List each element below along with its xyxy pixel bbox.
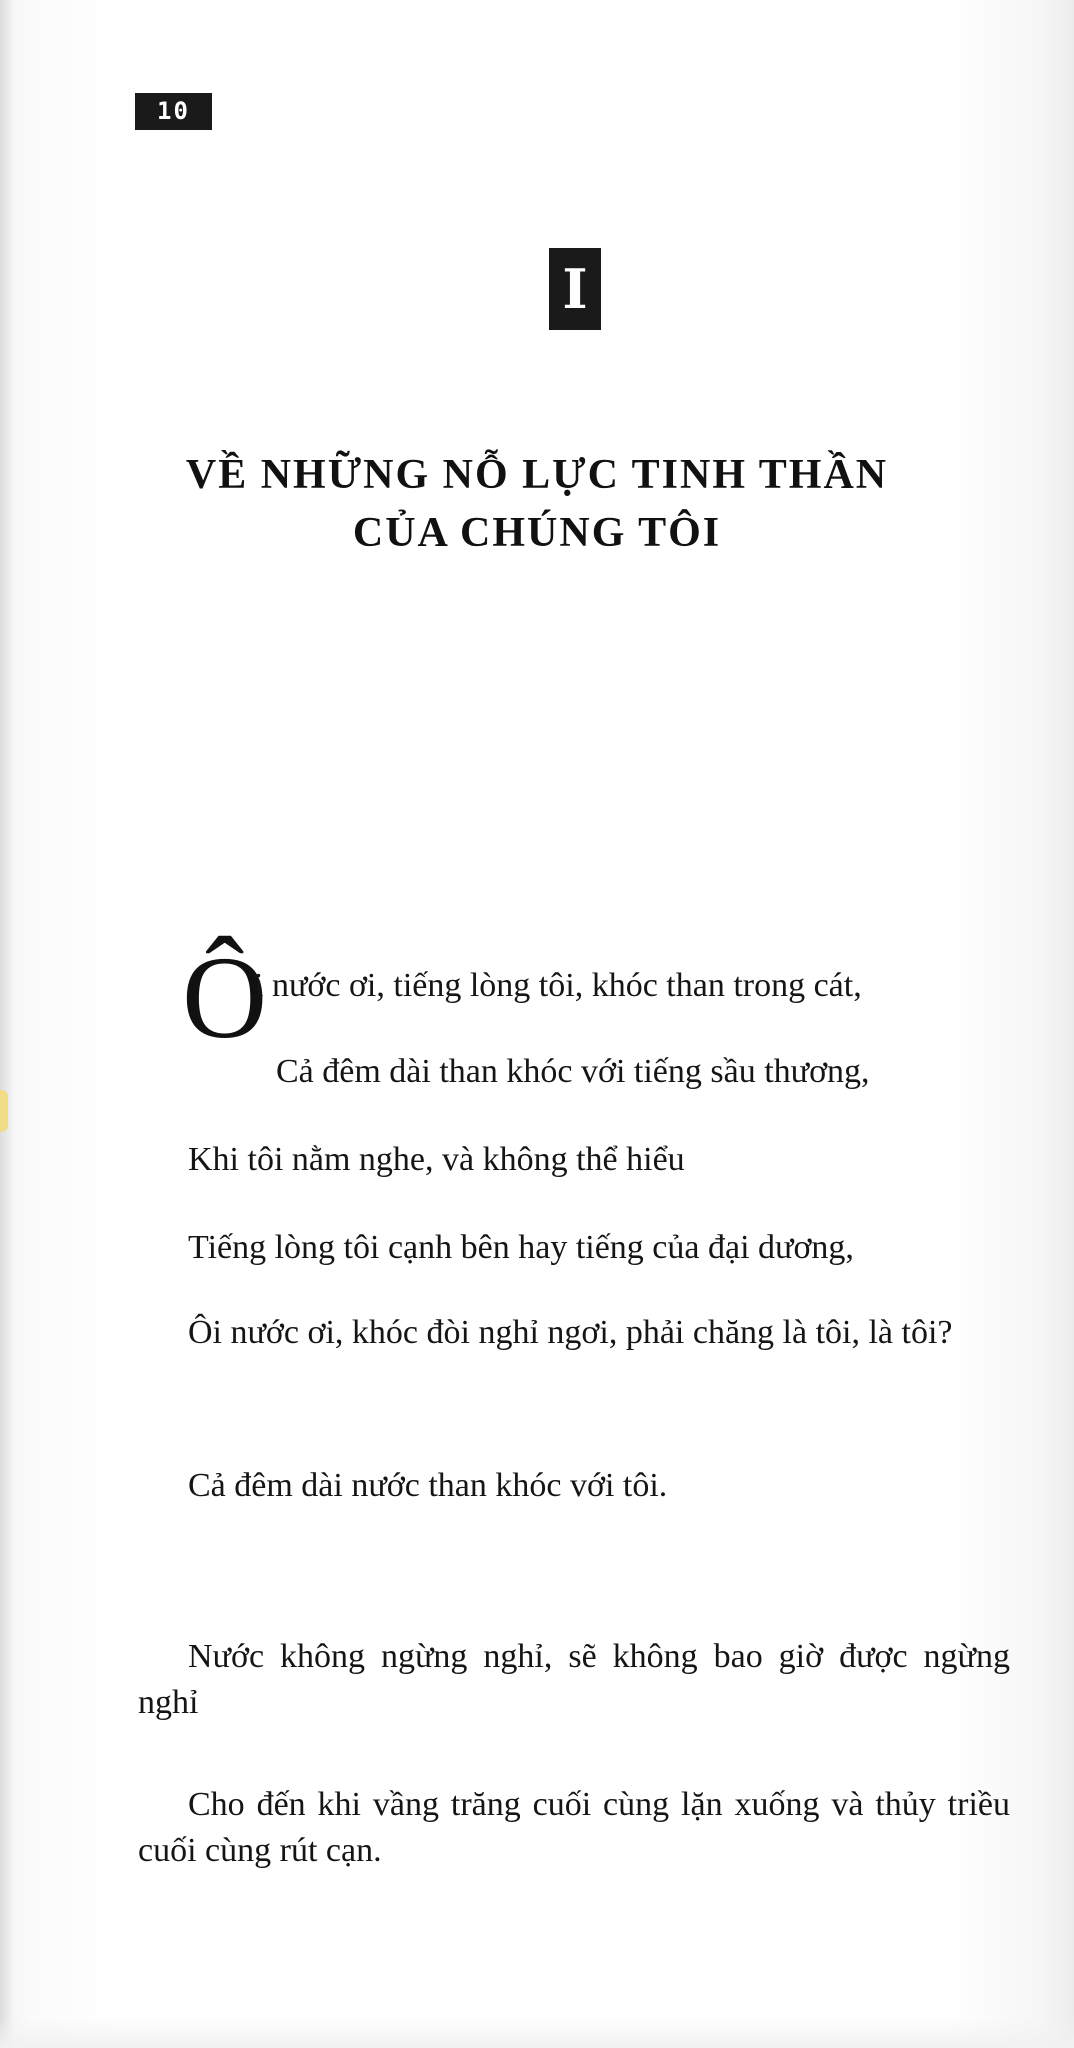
chapter-title-line-1: VỀ NHỮNG NỖ LỰC TINH THẦN bbox=[185, 452, 889, 498]
drop-cap: Ô bbox=[182, 932, 268, 1063]
page-edge-tab bbox=[0, 1090, 8, 1132]
poem-line-2: Cả đêm dài than khóc với tiếng sầu thương, bbox=[276, 1053, 870, 1090]
page-gutter-shadow bbox=[0, 0, 14, 2048]
poem-line-5: Ôi nước ơi, khóc đòi nghỉ ngơi, phải chăng là tôi, là tôi? bbox=[188, 1314, 953, 1351]
page-number: 10 bbox=[135, 93, 212, 130]
poem-line-7: Nước không ngừng nghỉ, sẽ không bao giờ được ngừng nghỉ bbox=[138, 1638, 1010, 1721]
chapter-number-box: I bbox=[549, 248, 601, 330]
page-bottom-shadow bbox=[0, 2018, 1074, 2048]
chapter-title bbox=[0, 446, 1074, 562]
poem-line-3: Khi tôi nằm nghe, và không thể hiểu bbox=[188, 1141, 685, 1178]
poem-line-1: i nước ơi, tiếng lòng tôi, khóc than trong cát, bbox=[254, 967, 862, 1004]
poem-line-8: Cho đến khi vầng trăng cuối cùng lặn xuống và thủy triều cuối cùng rút cạn. bbox=[138, 1786, 1010, 1869]
poem-line-6: Cả đêm dài nước than khóc với tôi. bbox=[188, 1467, 668, 1504]
chapter-title-line-2: CỦA CHÚNG TÔI bbox=[352, 510, 722, 556]
poem-line-4: Tiếng lòng tôi cạnh bên hay tiếng của đại dương, bbox=[188, 1229, 854, 1266]
